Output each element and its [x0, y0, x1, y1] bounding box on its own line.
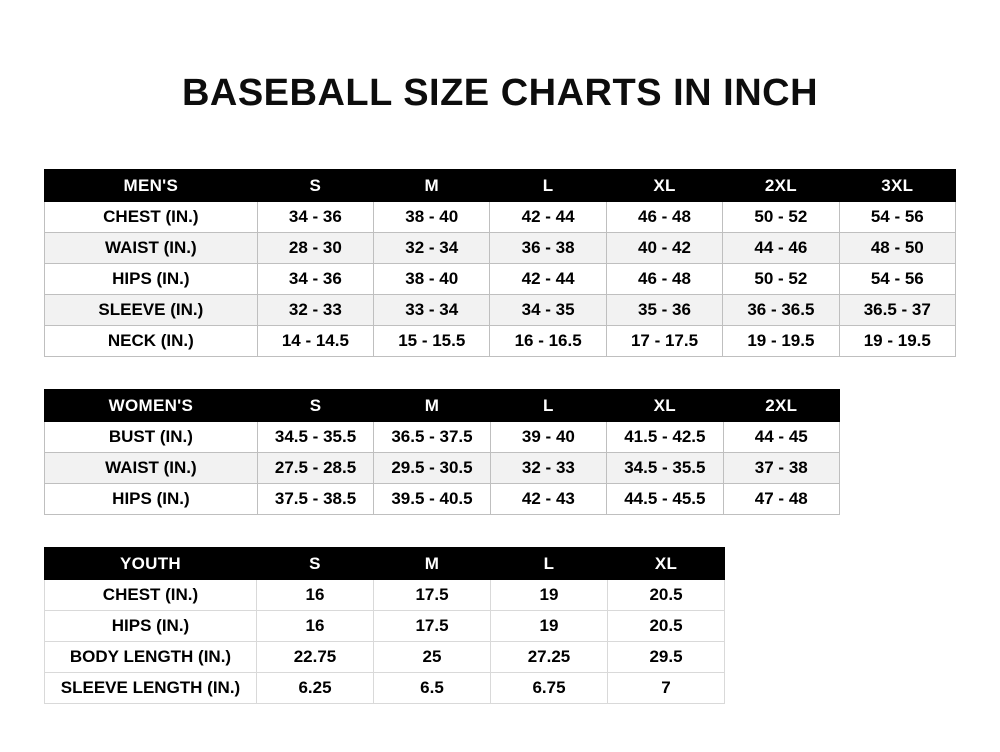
column-header: 2XL	[723, 170, 839, 202]
table-cell: 7	[608, 673, 725, 704]
row-label: BODY LENGTH (IN.)	[45, 642, 257, 673]
table-cell: 47 - 48	[723, 484, 839, 515]
table-cell: 50 - 52	[723, 202, 839, 233]
table-cell: 20.5	[608, 611, 725, 642]
table-cell: 20.5	[608, 580, 725, 611]
table-cell: 6.5	[374, 673, 491, 704]
table-cell: 36.5 - 37.5	[374, 422, 490, 453]
table-cell: 19 - 19.5	[839, 326, 955, 357]
table-cell: 33 - 34	[374, 295, 490, 326]
column-header: S	[257, 170, 373, 202]
table-header-row	[45, 548, 725, 580]
row-label: HIPS (IN.)	[45, 484, 258, 515]
table-cell: 28 - 30	[257, 233, 373, 264]
row-label: SLEEVE LENGTH (IN.)	[45, 673, 257, 704]
table-cell: 27.5 - 28.5	[257, 453, 373, 484]
table-row	[45, 422, 840, 453]
table-cell: 16 - 16.5	[490, 326, 606, 357]
table-cell: 42 - 44	[490, 202, 606, 233]
table-cell: 22.75	[257, 642, 374, 673]
table-cell: 35 - 36	[606, 295, 722, 326]
column-header: M	[374, 170, 490, 202]
row-label: HIPS (IN.)	[45, 611, 257, 642]
table-row	[45, 202, 956, 233]
row-label: WAIST (IN.)	[45, 453, 258, 484]
column-header: XL	[608, 548, 725, 580]
table-cell: 19	[491, 580, 608, 611]
table-cell: 44 - 46	[723, 233, 839, 264]
table-cell: 19 - 19.5	[723, 326, 839, 357]
column-header: MEN'S	[45, 170, 258, 202]
column-header: M	[374, 390, 490, 422]
table-cell: 34.5 - 35.5	[257, 422, 373, 453]
table-cell: 17.5	[374, 611, 491, 642]
table-cell: 16	[257, 580, 374, 611]
column-header: XL	[606, 170, 722, 202]
column-header: S	[257, 548, 374, 580]
column-header: S	[257, 390, 373, 422]
table-cell: 42 - 43	[490, 484, 606, 515]
row-label: CHEST (IN.)	[45, 580, 257, 611]
table-cell: 29.5 - 30.5	[374, 453, 490, 484]
table-cell: 34 - 35	[490, 295, 606, 326]
table-cell: 27.25	[491, 642, 608, 673]
table-row	[45, 484, 840, 515]
table-cell: 32 - 33	[490, 453, 606, 484]
column-header: 3XL	[839, 170, 955, 202]
row-label: CHEST (IN.)	[45, 202, 258, 233]
youth-size-table	[44, 547, 725, 704]
table-header-row	[45, 170, 956, 202]
table-cell: 54 - 56	[839, 264, 955, 295]
table-cell: 46 - 48	[606, 264, 722, 295]
row-label: SLEEVE (IN.)	[45, 295, 258, 326]
table-cell: 14 - 14.5	[257, 326, 373, 357]
table-row	[45, 233, 956, 264]
column-header: YOUTH	[45, 548, 257, 580]
table-cell: 36 - 38	[490, 233, 606, 264]
table-cell: 25	[374, 642, 491, 673]
table-row	[45, 611, 725, 642]
column-header: L	[490, 170, 606, 202]
table-cell: 37.5 - 38.5	[257, 484, 373, 515]
table-cell: 17 - 17.5	[606, 326, 722, 357]
column-header: L	[490, 390, 606, 422]
table-row	[45, 642, 725, 673]
womens-size-table	[44, 389, 840, 515]
table-cell: 32 - 34	[374, 233, 490, 264]
table-row	[45, 580, 725, 611]
mens-size-table	[44, 169, 956, 357]
table-cell: 34 - 36	[257, 264, 373, 295]
table-cell: 39 - 40	[490, 422, 606, 453]
table-cell: 40 - 42	[606, 233, 722, 264]
table-cell: 38 - 40	[374, 264, 490, 295]
table-cell: 15 - 15.5	[374, 326, 490, 357]
table-cell: 48 - 50	[839, 233, 955, 264]
column-header: XL	[607, 390, 723, 422]
table-cell: 19	[491, 611, 608, 642]
column-header: WOMEN'S	[45, 390, 258, 422]
table-cell: 34 - 36	[257, 202, 373, 233]
table-row	[45, 295, 956, 326]
row-label: HIPS (IN.)	[45, 264, 258, 295]
table-row	[45, 453, 840, 484]
table-cell: 46 - 48	[606, 202, 722, 233]
table-cell: 42 - 44	[490, 264, 606, 295]
table-cell: 29.5	[608, 642, 725, 673]
table-cell: 16	[257, 611, 374, 642]
table-cell: 54 - 56	[839, 202, 955, 233]
table-cell: 6.25	[257, 673, 374, 704]
table-header-row	[45, 390, 840, 422]
table-row	[45, 326, 956, 357]
table-cell: 36.5 - 37	[839, 295, 955, 326]
row-label: NECK (IN.)	[45, 326, 258, 357]
table-cell: 38 - 40	[374, 202, 490, 233]
table-cell: 44.5 - 45.5	[607, 484, 723, 515]
page-title: BASEBALL SIZE CHARTS IN INCH	[181, 72, 819, 114]
table-cell: 17.5	[374, 580, 491, 611]
row-label: BUST (IN.)	[45, 422, 258, 453]
table-cell: 39.5 - 40.5	[374, 484, 490, 515]
column-header: L	[491, 548, 608, 580]
table-cell: 41.5 - 42.5	[607, 422, 723, 453]
column-header: 2XL	[723, 390, 839, 422]
table-cell: 36 - 36.5	[723, 295, 839, 326]
column-header: M	[374, 548, 491, 580]
row-label: WAIST (IN.)	[45, 233, 258, 264]
table-cell: 37 - 38	[723, 453, 839, 484]
table-cell: 6.75	[491, 673, 608, 704]
table-row	[45, 264, 956, 295]
table-cell: 32 - 33	[257, 295, 373, 326]
tables-container	[0, 169, 1000, 704]
table-cell: 44 - 45	[723, 422, 839, 453]
table-cell: 50 - 52	[723, 264, 839, 295]
table-row	[45, 673, 725, 704]
table-cell: 34.5 - 35.5	[607, 453, 723, 484]
